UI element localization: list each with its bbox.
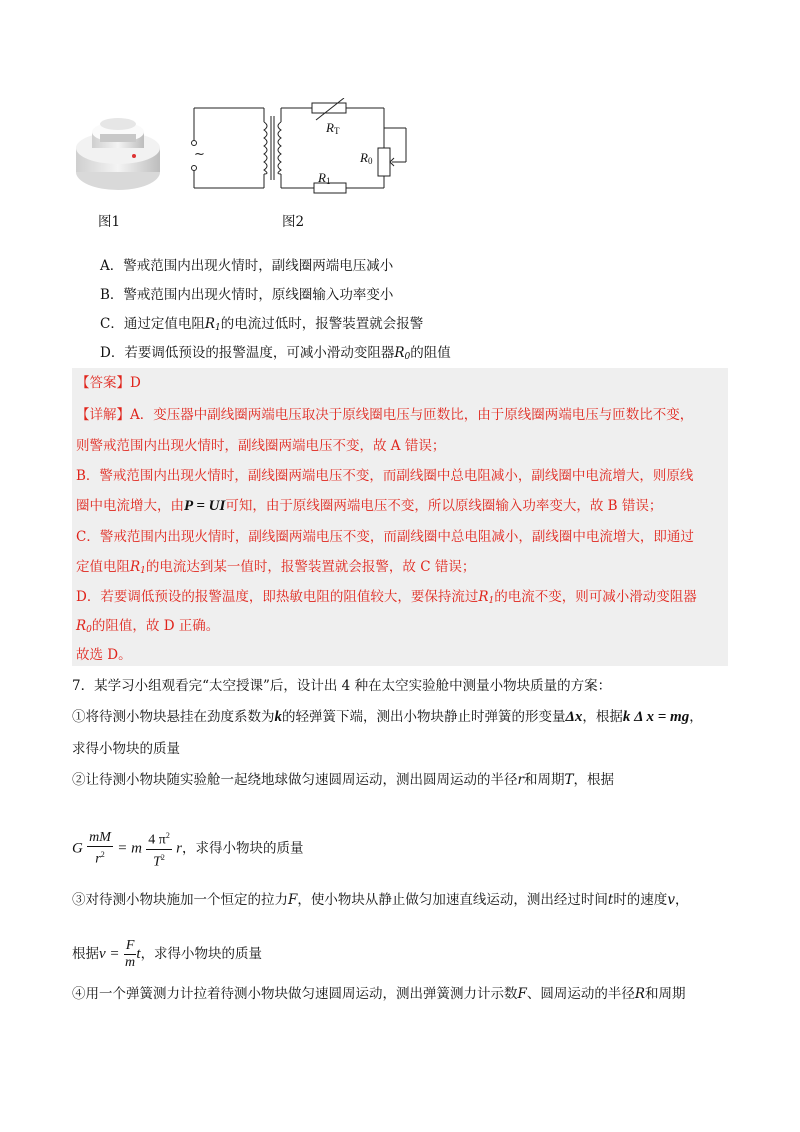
question-7-item-2: ②让待测小物块随实验舱一起绕地球做匀速圆周运动，测出圆周运动的半径r和周期T，根据: [72, 772, 614, 788]
svg-text:~: ~: [194, 147, 205, 162]
option-c: C．通过定值电阻$R_1$的电流过低时，报警装置就会报警: [100, 316, 424, 333]
question-7-item-4: ④用一个弹簧测力计拉着待测小物块做匀速圆周运动，测出弹簧测力计示数F、圆周运动的半径R和周期: [72, 986, 686, 1002]
answer-conclusion: 故选 D。: [76, 647, 132, 663]
question-7-item-3-line-2: 根据v = $\frac{F}{m}$ t，求得小物块的质量: [72, 938, 263, 970]
question-7-item-2-formula: G $\frac{mM}{r^2}$ = m $\frac{4 \pi^2}{T^2}$ r，求得小物块的质量: [72, 828, 303, 868]
label-r0: $R_0$: [360, 150, 373, 166]
question-7-item-1-line-2: 求得小物块的质量: [72, 741, 180, 757]
answer-detail-2: 则警戒范围内出现火情时，副线圈两端电压不变，故 A 错误；: [76, 438, 446, 454]
smoke-detector-drawing: [72, 112, 164, 196]
question-7-item-1: ①将待测小物块悬挂在劲度系数为k的轻弹簧下端，测出小物块静止时弹簧的形变量Δx，根据k Δ x = mg，: [72, 709, 703, 725]
question-7-stem: 7．某学习小组观看完“太空授课”后，设计出 4 种在太空实验舱中测量小物块质量的方案：: [72, 678, 612, 694]
answer-detail-3: B．警戒范围内出现火情时，副线圈两端电压不变，而副线圈中总电阻减小，副线圈中电流增大，则原线: [76, 468, 694, 484]
question-7-item-3: ③对待测小物块施加一个恒定的拉力F，使小物块从静止做匀加速直线运动，测出经过时间t时的速度v，: [72, 892, 689, 908]
figure-1-caption: 图1: [98, 214, 121, 230]
answer-detail-5: C．警戒范围内出现火情时，副线圈两端电压不变，而副线圈中总电阻减小，副线圈中电流增大，即通过: [76, 529, 694, 545]
label-r1: $R_1$: [318, 170, 331, 186]
circuit-svg: [180, 98, 420, 202]
option-a: A．警戒范围内出现火情时，副线圈两端电压减小: [100, 258, 394, 274]
option-b: B．警戒范围内出现火情时，原线圈输入功率变小: [100, 287, 394, 303]
option-d: D．若要调低预设的报警温度，可减小滑动变阻器$R_0$的阻值: [100, 345, 451, 362]
answer-detail-7: D．若要调低预设的报警温度，即热敏电阻的阻值较大，要保持流过$R_1$的电流不变，则可减小滑动变阻器: [76, 589, 697, 606]
answer-detail-1: 【详解】A．变压器中副线圈两端电压取决于原线圈电压与匝数比，由于原线圈两端电压与匝数比不变，: [76, 407, 694, 423]
answer-detail-4: 圈中电流增大，由P = UI可知，由于原线圈两端电压不变，所以原线圈输入功率变大，故 B 错误；: [76, 498, 663, 514]
circuit-diagram: [180, 98, 420, 202]
answer-label: 【答案】D: [76, 375, 141, 391]
answer-detail-8: $R_0$的阻值，故 D 正确。: [76, 618, 220, 635]
label-rt: $R_T$: [326, 120, 340, 136]
smoke-detector-image: [72, 112, 164, 196]
answer-detail-6: 定值电阻$R_1$的电流达到某一值时，报警装置就会报警，故 C 错误；: [76, 559, 476, 576]
figure-2-caption: 图2: [282, 214, 305, 230]
